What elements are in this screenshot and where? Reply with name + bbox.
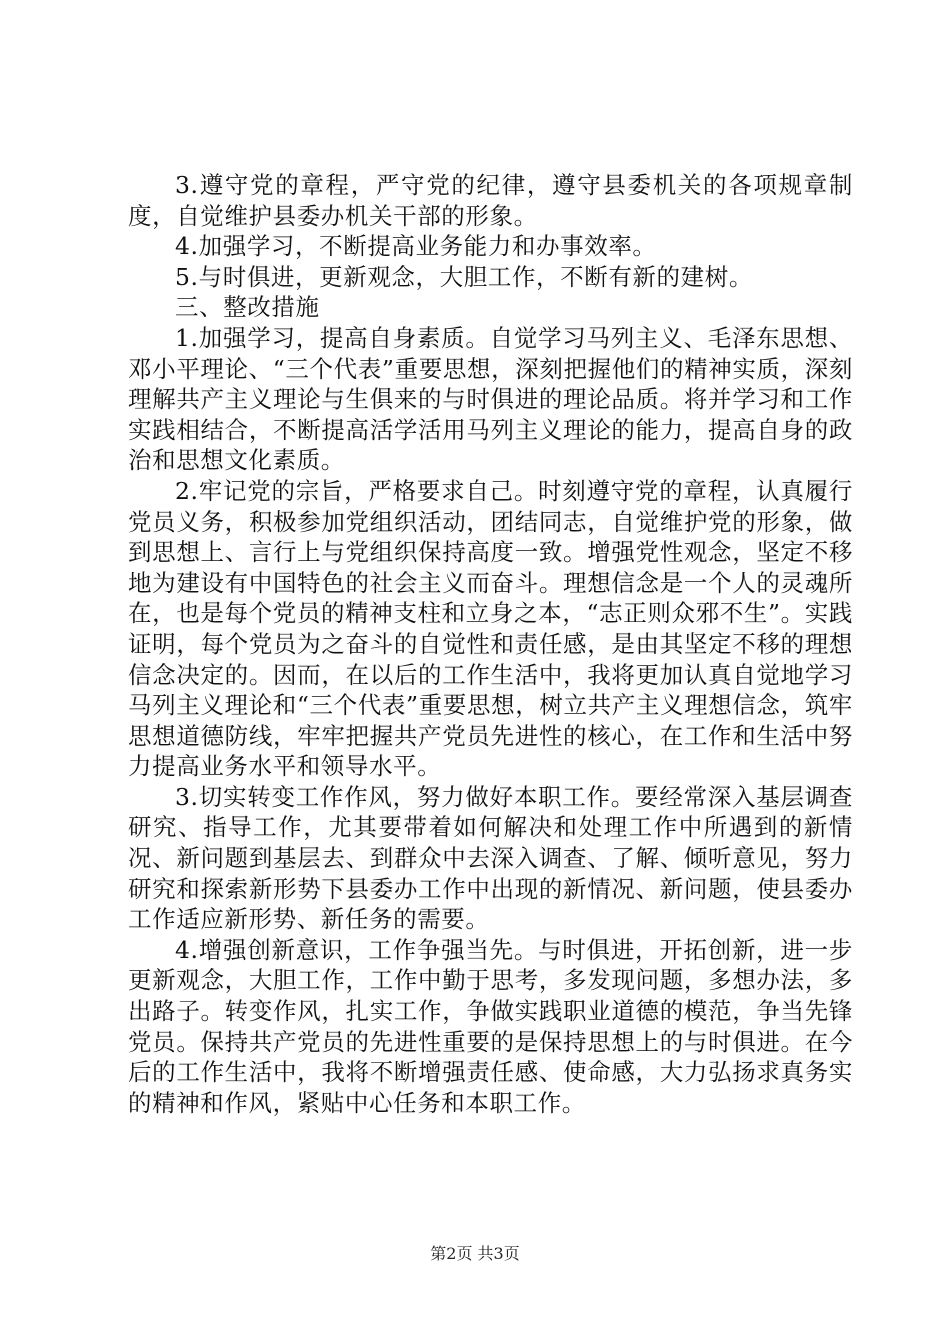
paragraph-rule-4: 4.加强学习，不断提高业务能力和办事效率。: [175, 232, 657, 261]
paragraph-measure-2: 2.牢记党的宗旨，严格要求自己。时刻遵守党的章程，认真履行党员义务，积极参加党组织活动，团结同志，自觉维护党的形象，做到思想上、言行上与党组织保持高度一致。增强党性观念，坚定不移地为建设有中国特色的社会主义而奋斗。理想信念是一个人的灵魂所在，也是每个党员的精神支柱和立身之本，“志正则众邪不生”。实践证明，每个党员为之奋斗的自觉性和责任感，是由其坚定不移的理想信念决定的。因而，在以后的工作生活中，我将更加认真自觉地学习马列主义理论和“三个代表”重要思想，树立共产主义理想信念，筑牢思想道德防线，牢牢把握共产党员先进性的核心，在工作和生活中努力提高业务水平和领导水平。: [128, 476, 853, 781]
section-heading-rectification: 三、整改措施: [175, 293, 320, 322]
page-number-footer: 第2页 共3页: [430, 1244, 520, 1263]
paragraph-rule-5: 5.与时俱进，更新观念，大胆工作，不断有新的建树。: [175, 262, 753, 291]
document-body: [128, 170, 853, 1118]
paragraph-measure-3: 3.切实转变工作作风，努力做好本职工作。要经常深入基层调查研究、指导工作，尤其要带着如何解决和处理工作中所遇到的新情况、新问题到基层去、到群众中去深入调查、了解、倾听意见，努力研究和探索新形势下县委办工作中出现的新情况、新问题，使县委办工作适应新形势、新任务的需要。: [128, 782, 853, 934]
paragraph-measure-1: 1.加强学习，提高自身素质。自觉学习马列主义、毛泽东思想、邓小平理论、“三个代表”重要思想，深刻把握他们的精神实质，深刻理解共产主义理论与生俱来的与时俱进的理论品质。将并学习和工作实践相结合，不断提高活学活用马列主义理论的能力，提高自身的政治和思想文化素质。: [128, 323, 853, 475]
paragraph-measure-4: 4.增强创新意识，工作争强当先。与时俱进，开拓创新，进一步更新观念，大胆工作，工作中勤于思考，多发现问题，多想办法，多出路子。转变作风，扎实工作，争做实践职业道德的模范，争当先锋党员。保持共产党员的先进性重要的是保持思想上的与时俱进。在今后的工作生活中，我将不断增强责任感、使命感，大力弘扬求真务实的精神和作风，紧贴中心任务和本职工作。: [128, 935, 853, 1117]
paragraph-rule-3: 3.遵守党的章程，严守党的纪律，遵守县委机关的各项规章制度，自觉维护县委办机关干部的形象。: [128, 171, 853, 230]
